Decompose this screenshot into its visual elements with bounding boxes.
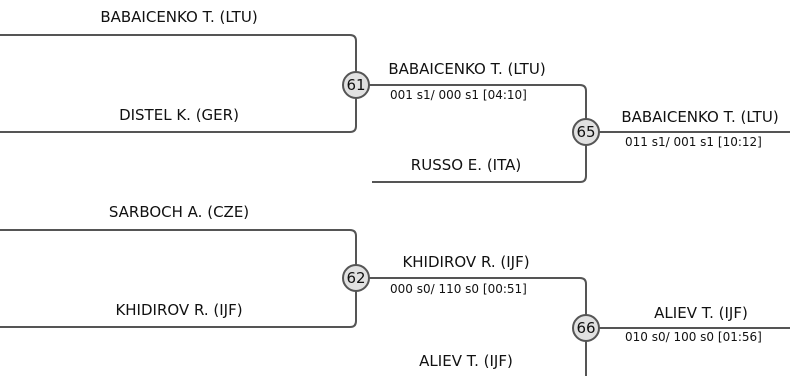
match-66-winner: ALIEV T. (IJF) bbox=[654, 304, 748, 322]
match-61-top-line bbox=[0, 35, 356, 73]
match-62-score: 000 s0/ 110 s0 [00:51] bbox=[390, 282, 527, 296]
match-65-winner: BABAICENKO T. (LTU) bbox=[621, 108, 779, 126]
match-61-score: 001 s1/ 000 s1 [04:10] bbox=[390, 88, 527, 102]
match-61-winner: BABAICENKO T. (LTU) bbox=[388, 60, 546, 78]
match-62-number: 62 bbox=[346, 269, 366, 287]
match-62-winner: KHIDIROV R. (IJF) bbox=[402, 253, 530, 271]
match-61-node bbox=[343, 72, 369, 98]
match-65-number: 65 bbox=[576, 123, 596, 141]
match-62-top-line bbox=[0, 230, 356, 266]
match-66-number: 66 bbox=[576, 319, 596, 337]
competitor-babaicenko: BABAICENKO T. (LTU) bbox=[100, 8, 258, 26]
match-62-node bbox=[343, 265, 369, 291]
competitor-russo: RUSSO E. (ITA) bbox=[410, 156, 522, 174]
competitor-aliev: ALIEV T. (IJF) bbox=[419, 352, 513, 370]
match-65-score: 011 s1/ 001 s1 [10:12] bbox=[625, 135, 762, 149]
competitor-sarboch: SARBOCH A. (CZE) bbox=[108, 203, 250, 221]
match-61-number: 61 bbox=[346, 76, 366, 94]
competitor-khidirov: KHIDIROV R. (IJF) bbox=[115, 301, 243, 319]
match-66-node bbox=[573, 315, 599, 341]
match-65-node bbox=[573, 119, 599, 145]
match-66-score: 010 s0/ 100 s0 [01:56] bbox=[625, 330, 762, 344]
competitor-distel: DISTEL K. (GER) bbox=[119, 106, 239, 124]
